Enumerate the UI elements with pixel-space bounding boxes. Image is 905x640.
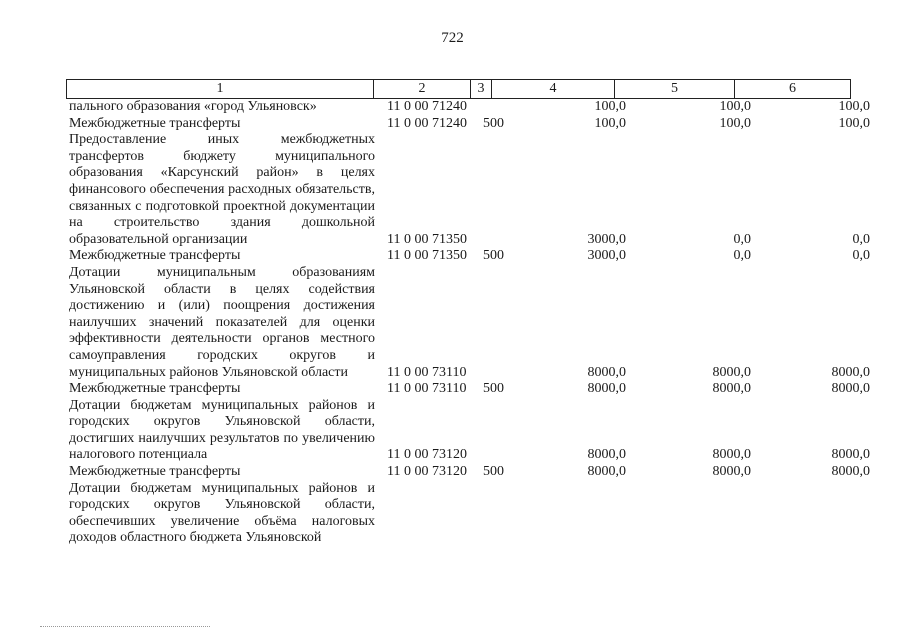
column-header-4: 4 [492, 80, 615, 99]
row-value-col5: 100,0 [719, 115, 751, 131]
row-value-col4: 8000,0 [587, 364, 626, 380]
description-cell [66, 132, 375, 248]
row-value-col6: 0,0 [852, 231, 870, 247]
row-value-col5: 8000,0 [712, 464, 751, 480]
row-code: 11 0 00 73110 [387, 381, 467, 397]
description-cell [66, 265, 375, 381]
row-description: Межбюджетные трансферты [69, 381, 241, 397]
table-row [66, 248, 874, 265]
description-cell [66, 99, 375, 116]
description-cell [66, 398, 375, 464]
row-description: Дотации муниципальным образованиям Ульяновской области в целях содействия достижению и (или) поощрения достижения наилучших значений показателей для оценки эффективности деятельности органов местного самоуправления городских округов и муниципальных районов Ульяновской области [69, 264, 375, 380]
row-type: 500 [483, 115, 504, 131]
row-type: 500 [483, 464, 504, 480]
row-value-col4: 8000,0 [587, 464, 626, 480]
row-value-col6: 100,0 [838, 115, 870, 131]
table-row [66, 132, 874, 248]
row-type [483, 265, 504, 381]
row-value-col4: 3000,0 [587, 248, 626, 264]
row-description: Дотации бюджетам муниципальных районов и городских округов Ульяновской области, достигших наилучших результатов по увеличению налогового потенциала [69, 397, 375, 463]
row-value-col4: 100,0 [594, 99, 626, 114]
column-header-5: 5 [615, 80, 735, 99]
table-row [66, 99, 874, 116]
description-cell [66, 481, 375, 547]
row-code: 11 0 00 71240 [387, 99, 467, 114]
row-code: 11 0 00 71350 [387, 231, 467, 247]
row-code: 11 0 00 73110 [387, 364, 467, 380]
description-cell [66, 248, 375, 265]
description-cell [66, 464, 375, 481]
table-row [66, 116, 874, 133]
row-type [483, 99, 504, 116]
table-row [66, 381, 874, 398]
column-header-6: 6 [735, 80, 851, 99]
row-value-col5: 8000,0 [712, 381, 751, 397]
description-cell [66, 116, 375, 133]
row-value-col6: 8000,0 [831, 364, 870, 380]
row-description: Межбюджетные трансферты [69, 464, 241, 480]
row-code: 11 0 00 71350 [387, 248, 467, 264]
row-value-col6: 100,0 [838, 99, 870, 114]
row-value-col5: 100,0 [719, 99, 751, 114]
row-description: Межбюджетные трансферты [69, 115, 241, 131]
row-value-col5 [632, 481, 755, 547]
row-value-col5: 8000,0 [712, 364, 751, 380]
row-value-col6: 8000,0 [831, 381, 870, 397]
row-type: 500 [483, 248, 504, 264]
row-value-col5: 0,0 [733, 231, 751, 247]
column-header-2: 2 [374, 80, 471, 99]
row-type [483, 132, 504, 248]
row-type [483, 481, 504, 547]
row-description: пального образования «город Ульяновск» [69, 99, 317, 114]
scan-artifact-line [40, 626, 210, 628]
budget-table [66, 99, 874, 547]
row-description: Межбюджетные трансферты [69, 248, 241, 264]
row-code [375, 481, 483, 547]
row-value-col4: 8000,0 [587, 381, 626, 397]
row-value-col5: 0,0 [733, 248, 751, 264]
row-value-col4: 100,0 [594, 115, 626, 131]
table-row [66, 464, 874, 481]
row-code: 11 0 00 71240 [387, 115, 467, 131]
row-value-col4 [504, 481, 632, 547]
description-cell [66, 381, 375, 398]
row-description: Дотации бюджетам муниципальных районов и городских округов Ульяновской области, обеспечивших увеличение объёма налоговых доходов областного бюджета Ульяновской [69, 480, 375, 546]
row-value-col6: 0,0 [852, 248, 870, 264]
column-header-1: 1 [67, 80, 374, 99]
row-description: Предоставление иных межбюджетных трансфертов бюджету муниципального образования «Карсунский район» в целях финансового обеспечения расходных обязательств, связанных с подготовкой проектной документации на строительство здания дошкольной образовательной организации [69, 132, 375, 247]
row-type [483, 398, 504, 464]
row-code: 11 0 00 73120 [387, 464, 467, 480]
row-value-col6 [755, 481, 874, 547]
row-value-col5: 8000,0 [712, 447, 751, 463]
table-row [66, 481, 874, 547]
table-row [66, 398, 874, 464]
row-type: 500 [483, 381, 504, 397]
row-value-col4: 3000,0 [587, 231, 626, 247]
table-header [66, 79, 851, 99]
row-code: 11 0 00 73120 [387, 447, 467, 463]
row-value-col4: 8000,0 [587, 447, 626, 463]
row-value-col6: 8000,0 [831, 447, 870, 463]
table-row [66, 265, 874, 381]
row-value-col6: 8000,0 [831, 464, 870, 480]
column-header-3: 3 [471, 80, 492, 99]
page-number: 722 [441, 30, 464, 46]
